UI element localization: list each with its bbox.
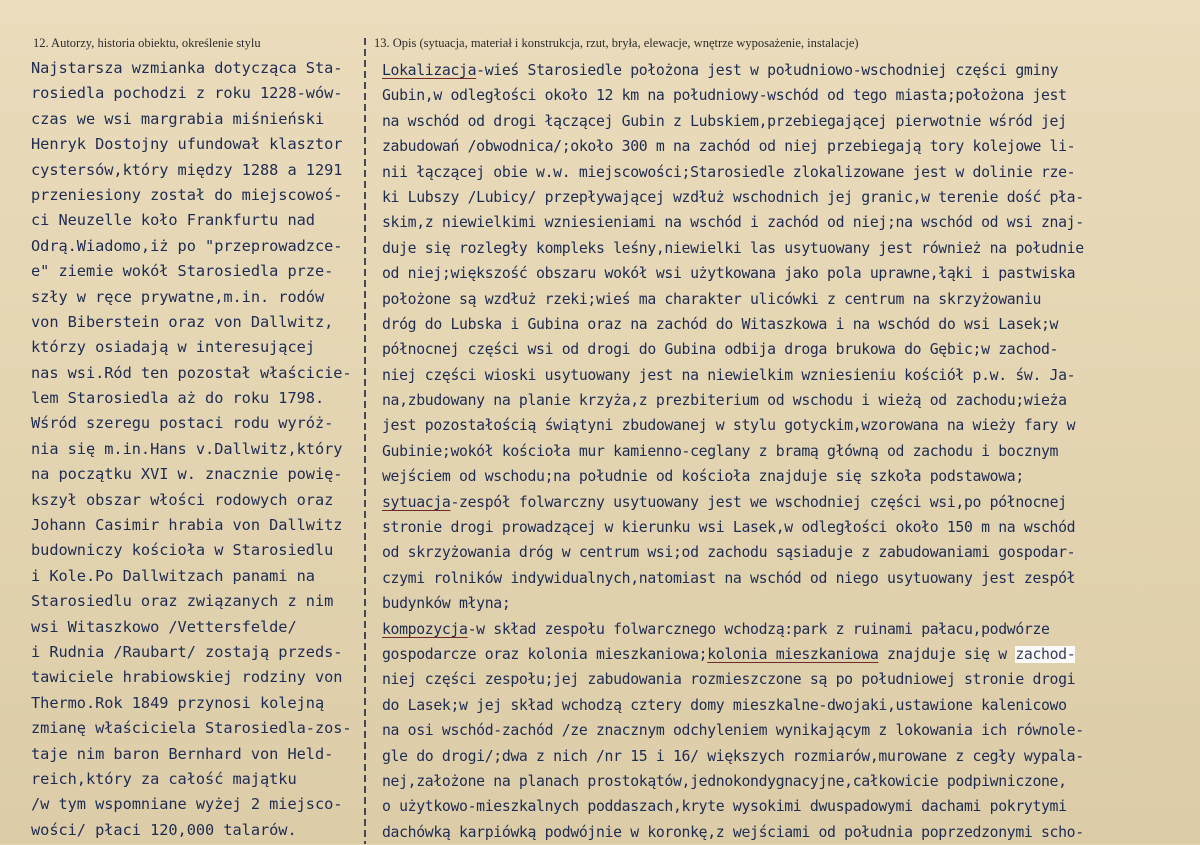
- text-line: reich,który za całość majątku: [31, 769, 297, 788]
- text-line: kszył obszar włości rodowych oraz: [31, 490, 334, 509]
- text-line: i Kole.Po Dallwitzach panami na: [31, 566, 315, 585]
- text-line: [382, 210, 1084, 235]
- text-line: [382, 261, 1084, 286]
- text-line: ci Neuzelle koło Frankfurtu nad: [31, 211, 315, 230]
- text-segment: zabudowań /obwodnica/;około 300 m na zachód od niej przebiegają tory kolejowe li-: [382, 138, 1076, 156]
- text-line: Najstarsza wzmianka dotycząca Sta-: [31, 59, 343, 77]
- text-line: nas wsi.Ród ten pozostał właścicie-: [31, 363, 352, 382]
- text-line: [382, 769, 1084, 794]
- text-line: [382, 388, 1084, 413]
- history-column: [0, 0, 364, 844]
- text-segment: gospodarcze oraz kolonia mieszkaniowa;: [382, 645, 708, 663]
- text-line: [382, 693, 1084, 718]
- history-text: [31, 56, 352, 843]
- text-segment: Gubinie;wokół kościoła mur kamienno-ceglany z bramą główną od zachodu i bocznym: [382, 442, 1059, 460]
- text-line: [382, 134, 1084, 159]
- text-segment: dachówką karpiówką podwójnie w koronkę,z wejściami od południa poprzedzonymi scho-: [382, 823, 1084, 841]
- text-line: [382, 109, 1084, 134]
- text-line: [382, 642, 1084, 667]
- text-line: cystersów,który między 1288 a 1291: [31, 160, 343, 179]
- text-line: [382, 515, 1084, 540]
- text-segment: wejściem od wschodu;na południe od kościoła znajduje się szkoła podstawowa;: [382, 468, 1024, 486]
- text-line: Henryk Dostojny ufundował klasztor: [31, 135, 343, 154]
- text-line: [382, 617, 1084, 642]
- text-line: i Rudnia /Raubart/ zostają przeds-: [31, 642, 343, 661]
- text-line: [382, 312, 1084, 337]
- underlined-heading: sytuacja: [382, 493, 451, 511]
- text-line: [382, 185, 1084, 210]
- text-segment: czymi rolników indywidualnych,natomiast na wschód od niego usytuowany jest zespół: [382, 569, 1076, 587]
- text-line: [382, 413, 1084, 438]
- text-segment: położone są wzdłuż rzeki;wieś ma charakter ulicówki z centrum na skrzyżowaniu: [382, 290, 1042, 308]
- text-segment: budynków młyna;: [382, 595, 511, 613]
- text-line: Wśród szeregu postaci rodu wyróż-: [31, 414, 334, 433]
- description-text: [382, 58, 1084, 845]
- text-line: szły w ręce prywatne,m.in. rodów: [31, 287, 325, 306]
- text-line: [382, 58, 1084, 83]
- text-segment: gle do drogi/;dwa z nich /nr 15 i 16/ większych rozmiarów,murowane z cegły wypala-: [382, 747, 1084, 765]
- text-line: [382, 287, 1084, 312]
- text-line: budowniczy kościoła w Starosiedlu: [31, 541, 334, 560]
- text-line: Odrą.Wiadomo,iż po "przeprowadzce-: [31, 236, 343, 255]
- text-segment: -w skład zespołu folwarcznego wchodzą:park z ruinami pałacu,podwórze: [467, 620, 1050, 638]
- text-line: na początku XVI w. znacznie powię-: [31, 465, 343, 484]
- text-line: /w tym wspomniane wyżej 2 miejsco-: [31, 795, 343, 814]
- text-line: [382, 566, 1084, 591]
- text-line: rosiedla pochodzi z roku 1228-wów-: [31, 84, 343, 103]
- text-segment: Gubin,w odległości około 12 km na południowy-wschód od tego miasta;położona jest: [382, 87, 1067, 105]
- text-line: [382, 591, 1084, 616]
- text-line: [382, 83, 1084, 108]
- text-line: [382, 439, 1084, 464]
- text-segment: -zespół folwarczny usytuowany jest we wschodniej części wsi,po północnej: [450, 493, 1067, 511]
- text-line: tawiciele hrabiowskiej rodziny von: [31, 668, 343, 687]
- text-segment: na osi wschód-zachód /ze znacznym odchyleniem wynikającym z lokowania ich równole-: [382, 722, 1084, 740]
- text-line: [382, 667, 1084, 692]
- text-line: [382, 464, 1084, 489]
- text-line: Johann Casimir hrabia von Dallwitz: [31, 516, 343, 535]
- text-line: [382, 744, 1084, 769]
- text-line: lem Starosiedla aż do roku 1798.: [31, 389, 325, 408]
- text-line: przeniesiony został do miejscowoś-: [31, 185, 343, 204]
- text-segment: niej części zespołu;jej zabudowania rozmieszczone są po południowej stronie drogi: [382, 671, 1076, 689]
- text-segment: na wschód od drogi łączącej Gubin z Lubskiem,przebiegającej pierwotnie wśród jej: [382, 112, 1067, 130]
- text-segment: skim,z niewielkimi wzniesieniami na wschód i zachód od niej;na wschód od wsi znaj-: [382, 214, 1084, 232]
- text-line: którzy osiadają w interesującej: [31, 338, 315, 357]
- text-line: Starosiedlu oraz związanych z nim: [31, 592, 334, 611]
- text-segment: znajduje się w: [878, 645, 1016, 663]
- text-line: [382, 363, 1084, 388]
- description-column: [366, 0, 1200, 844]
- section-12-header: 12. Autorzy, historia obiektu, określenie stylu: [33, 36, 261, 50]
- text-line: czas we wsi margrabia miśnieński: [31, 109, 325, 128]
- text-line: [382, 718, 1084, 743]
- text-line: [382, 540, 1084, 565]
- text-segment: nii łączącej obie w.w. miejscowości;Starosiedle zlokalizowane jest w dolinie rze-: [382, 163, 1076, 181]
- text-segment: duje się rozległy kompleks leśny,niewielki las usytuowany jest również na południe: [382, 239, 1084, 257]
- text-segment: nej,założone na planach prostokątów,jednokondygnacyjne,całkowicie podpiwniczone,: [382, 772, 1067, 790]
- text-line: e" ziemie wokół Starosiedla prze-: [31, 262, 334, 281]
- text-line: [382, 490, 1084, 515]
- text-line: wsi Witaszkowo /Vettersfelde/: [31, 617, 297, 636]
- underlined-heading: kompozycja: [382, 620, 468, 638]
- text-line: von Biberstein oraz von Dallwitz,: [31, 312, 334, 331]
- text-segment: niej części wioski usytuowany jest na niewielkim wzniesieniu kościół p.w. św. Ja-: [382, 366, 1076, 384]
- underlined-heading: Lokalizacja: [382, 62, 477, 79]
- text-segment: ki Lubszy /Lubicy/ przepływającej wzdłuż wschodnich jej granic,w terenie dość pła-: [382, 188, 1084, 206]
- highlighted-word: zachod-: [1015, 645, 1076, 663]
- text-segment: od skrzyżowania dróg w centrum wsi;od zachodu sąsiaduje z zabudowaniami gospodar-: [382, 544, 1076, 562]
- text-segment: dróg do Lubska i Gubina oraz na zachód do Witaszkowa i na wschód do wsi Lasek;w: [382, 315, 1059, 333]
- text-line: [382, 337, 1084, 362]
- text-segment: do Lasek;w jej skład wchodzą cztery domy mieszkalne-dwojaki,ustawione kalenicowo: [382, 696, 1067, 714]
- text-segment: północnej części wsi od drogi do Gubina odbija droga brukowa do Gębic;w zachod-: [382, 341, 1059, 359]
- text-segment: na,zbudowany na planie krzyża,z prezbiterium od wschodu i wieżą od zachodu;wieża: [382, 392, 1067, 410]
- underlined-heading: kolonia mieszkaniowa: [707, 645, 879, 663]
- section-13-header: 13. Opis (sytuacja, materiał i konstrukcja, rzut, bryła, elewacje, wnętrze wyposażenie, instalacje): [374, 36, 859, 50]
- text-line: zmianę właściciela Starosiedla-zos-: [31, 719, 352, 738]
- text-line: [382, 794, 1084, 819]
- text-line: Thermo.Rok 1849 przynosi kolejną: [31, 693, 325, 712]
- text-segment: o użytkowo-mieszkalnych poddaszach,kryte wysokimi dwuspadowymi dachami pokrytymi: [382, 798, 1067, 816]
- text-line: [382, 236, 1084, 261]
- text-segment: stronie drogi prowadzącej w kierunku wsi Lasek,w odległości około 150 m na wschód: [382, 519, 1076, 537]
- text-line: nia się m.in.Hans v.Dallwitz,który: [31, 439, 343, 458]
- text-segment: -wieś Starosiedle położona jest w południowo-wschodniej części gminy: [476, 62, 1059, 79]
- text-line: [382, 820, 1084, 845]
- text-line: wości/ płaci 120,000 talarów.: [31, 820, 297, 839]
- text-segment: od niej;większość obszaru wokół wsi użytkowana jako pola uprawne,łąki i pastwiska: [382, 265, 1076, 283]
- text-line: taje nim baron Bernhard von Held-: [31, 744, 334, 763]
- text-line: [382, 160, 1084, 185]
- text-segment: jest pozostałością świątyni zbudowanej w stylu gotyckim,wzorowana na wieży fary w: [382, 417, 1076, 435]
